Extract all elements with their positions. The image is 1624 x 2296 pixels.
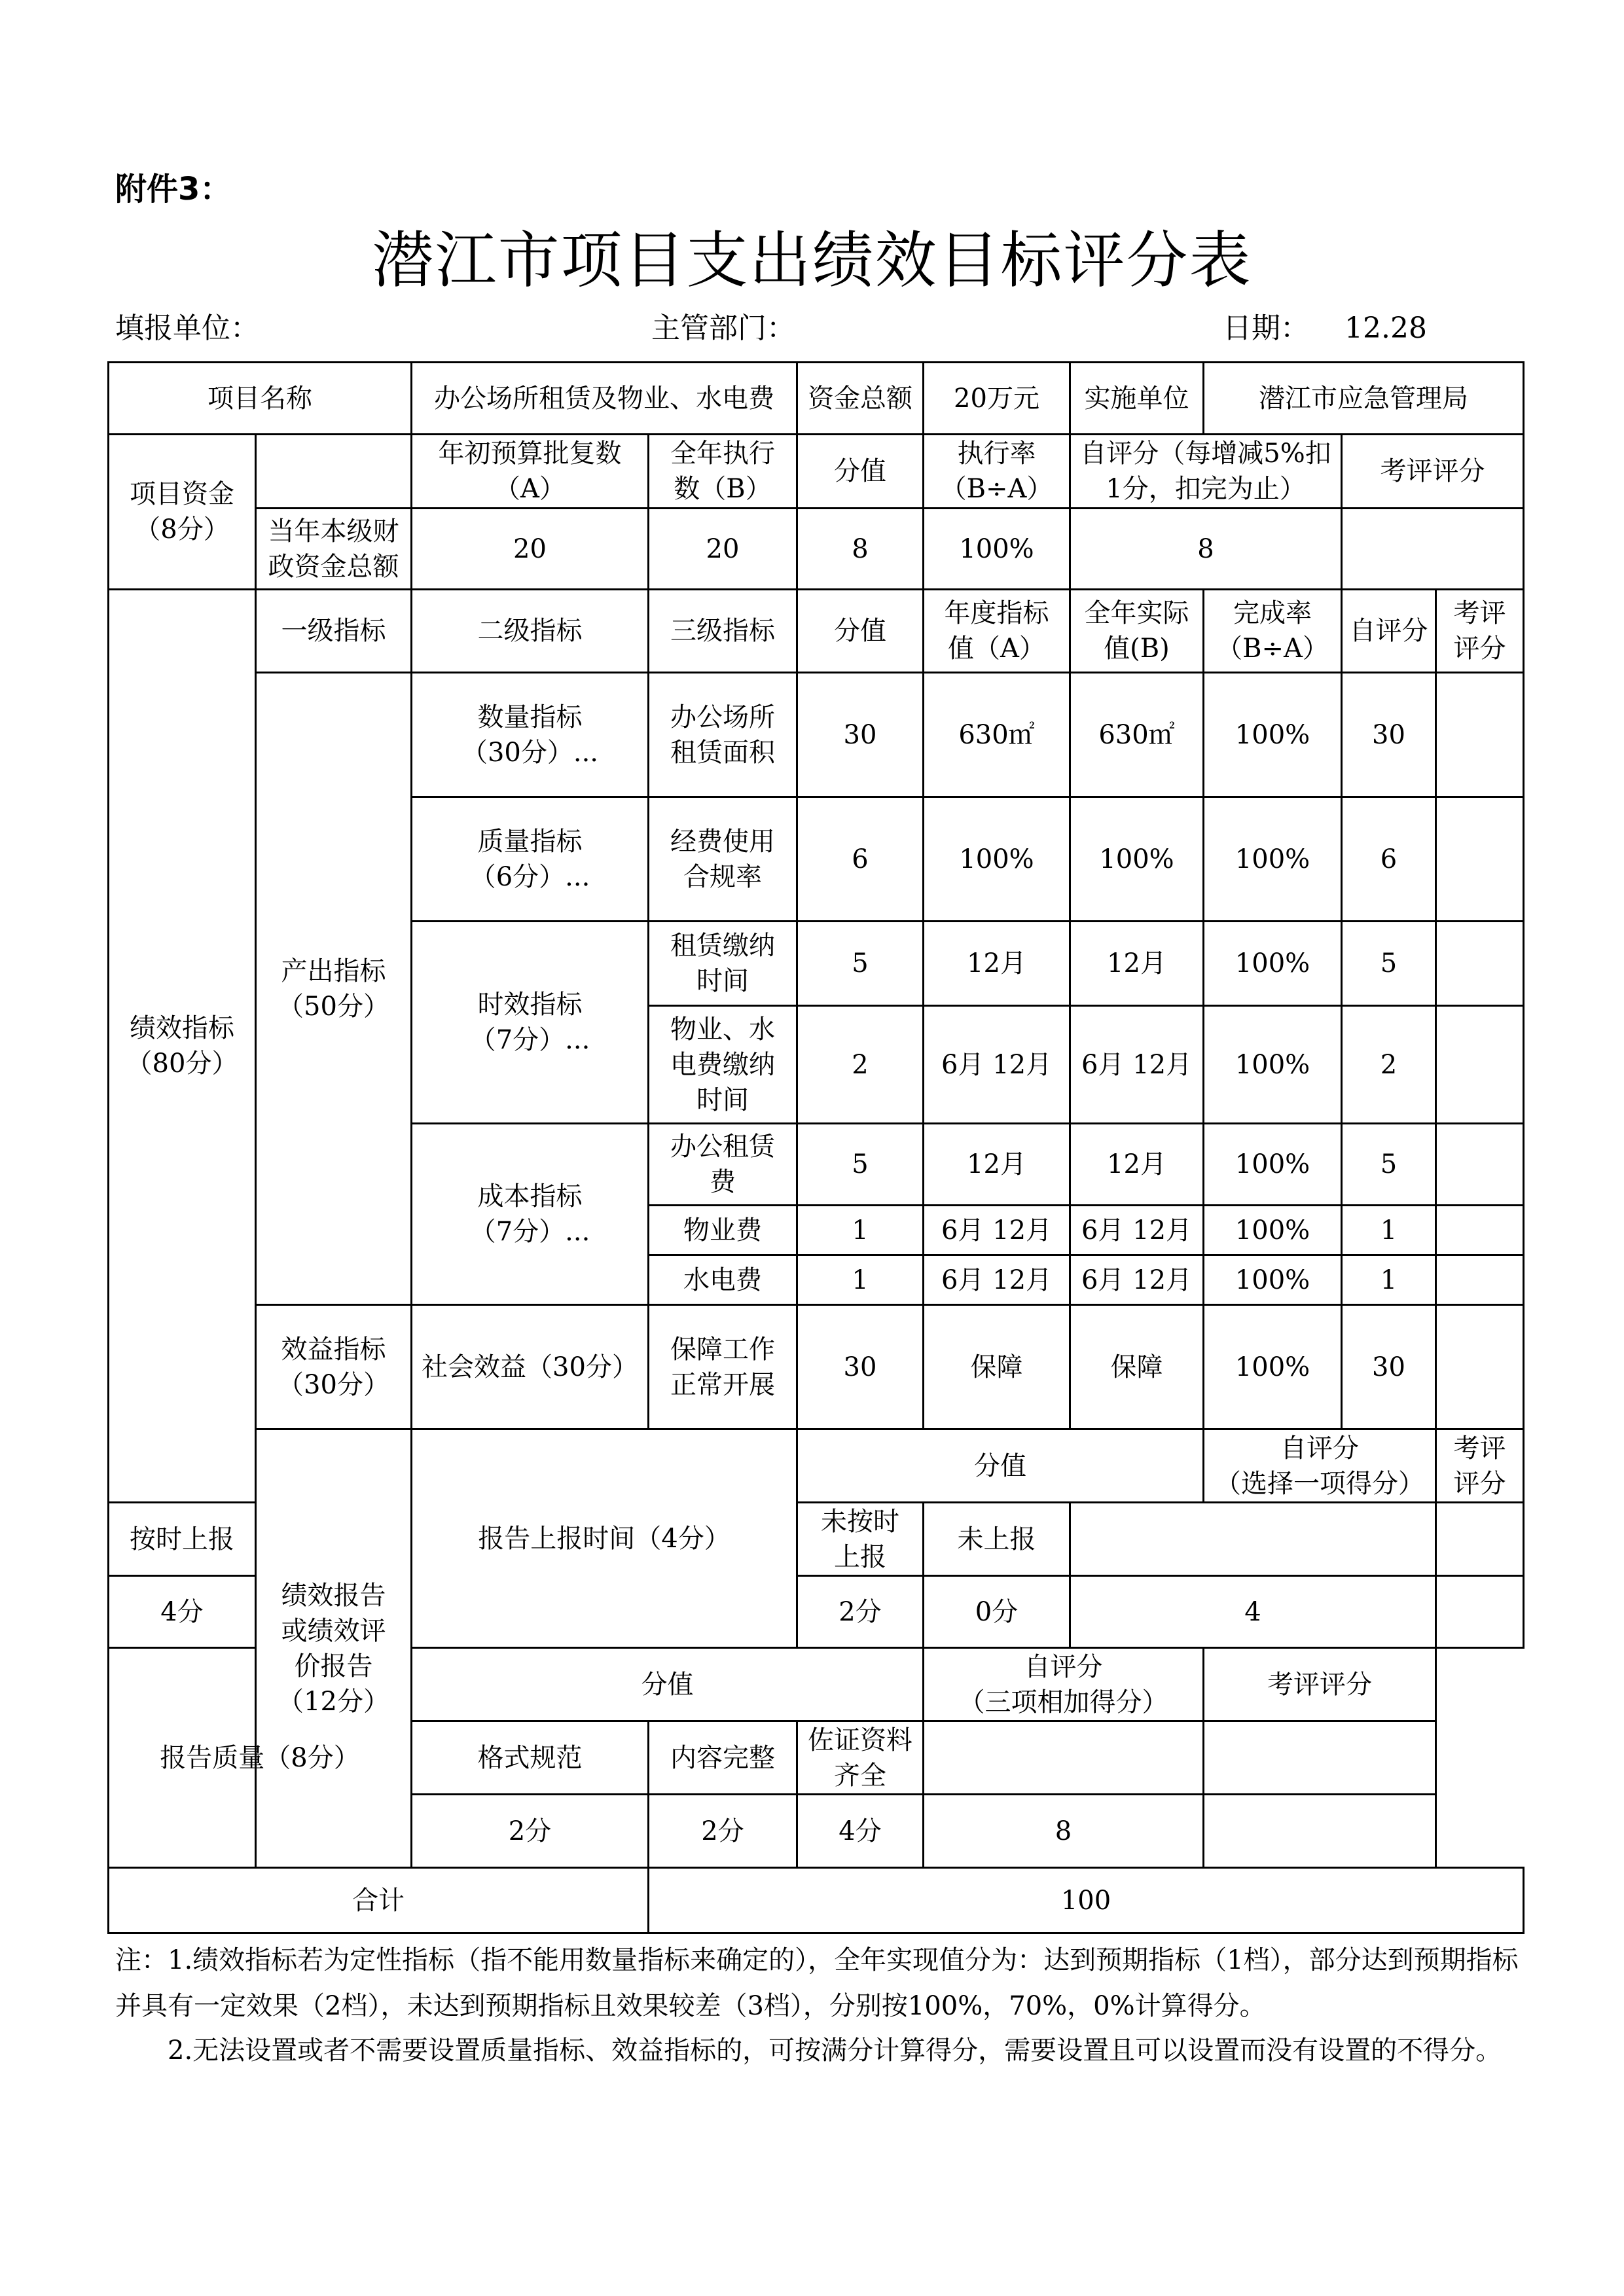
report-time-eval-header: 考评 评分	[1436, 1429, 1524, 1503]
report-time-eval-score	[1436, 1576, 1524, 1648]
report-quality-blank	[1204, 1721, 1436, 1795]
funds-eval-header: 考评评分	[1342, 435, 1524, 509]
target-cell: 6月 12月	[924, 1255, 1070, 1305]
self-score-cell: 30	[1342, 673, 1436, 797]
eval-score-cell	[1436, 922, 1524, 1006]
option-late: 未按时 上报	[797, 1503, 924, 1576]
perf-section-label: 绩效指标 （80分）	[109, 590, 256, 1503]
rate-cell: 100%	[1204, 797, 1342, 922]
funds-eval-value	[1342, 509, 1524, 590]
option-evidence: 佐证资料 齐全	[797, 1721, 924, 1795]
department-label: 主管部门：	[651, 312, 795, 345]
perf-target-header: 年度指标 值（A）	[924, 590, 1070, 673]
rate-cell: 100%	[1204, 922, 1342, 1006]
report-quality-eval-score	[1204, 1795, 1436, 1868]
target-cell: 6月 12月	[924, 1206, 1070, 1255]
rate-cell: 100%	[1204, 1255, 1342, 1305]
perf-l3-header: 三级指标	[649, 590, 797, 673]
perf-actual-header: 全年实际 值(B)	[1070, 590, 1204, 673]
rate-cell: 100%	[1204, 1206, 1342, 1255]
points-format: 2分	[412, 1795, 649, 1868]
self-score-cell: 30	[1342, 1305, 1436, 1429]
report-quality-score-header: 分值	[412, 1648, 924, 1721]
score-table	[107, 361, 1525, 1934]
l3-indicator: 租赁缴纳 时间	[649, 922, 797, 1006]
note-1: 注：1.绩效指标若为定性指标（指不能用数量指标来确定的），全年实现值分为：达到预期指标（1档），部分达到预期指标并具有一定效果（2档），未达到预期指标且效果较差（3档），分别按100%，70%，0%计算得分。	[115, 1945, 1519, 2021]
eval-score-cell	[1436, 1124, 1524, 1206]
points-ontime: 4分	[109, 1576, 256, 1648]
attachment-label: 附件3：	[115, 171, 232, 207]
funds-self-header: 自评分（每增减5%扣 1分，扣完为止）	[1070, 435, 1342, 509]
project-name-value: 办公场所租赁及物业、水电费	[412, 363, 797, 435]
funds-total-label: 资金总额	[797, 363, 924, 435]
score-cell: 6	[797, 797, 924, 922]
report-time-blank	[1436, 1503, 1524, 1576]
actual-cell: 6月 12月	[1070, 1206, 1204, 1255]
actual-cell: 12月	[1070, 922, 1204, 1006]
perf-rate-header: 完成率 （B÷A）	[1204, 590, 1342, 673]
report-quality-eval-header: 考评评分	[1204, 1648, 1436, 1721]
quantity-indicator-label: 数量指标 （30分）...	[412, 673, 649, 797]
target-cell: 6月 12月	[924, 1006, 1070, 1124]
report-quality-self-header: 自评分 （三项相加得分）	[924, 1648, 1204, 1721]
date-value: 12.28	[1344, 312, 1427, 345]
eval-score-cell	[1436, 673, 1524, 797]
impl-unit-value: 潜江市应急管理局	[1204, 363, 1524, 435]
l3-indicator: 水电费	[649, 1255, 797, 1305]
timeliness-indicator-label: 时效指标 （7分）...	[412, 922, 649, 1124]
eval-score-cell	[1436, 1006, 1524, 1124]
funds-exec-header: 全年执行 数（B）	[649, 435, 797, 509]
perf-eval-header: 考评 评分	[1436, 590, 1524, 673]
funds-header-row	[109, 435, 1524, 509]
cost-indicator-label: 成本指标 （7分）...	[412, 1124, 649, 1305]
points-none: 0分	[924, 1576, 1070, 1648]
funds-budget-header: 年初预算批复数 （A）	[412, 435, 649, 509]
eval-score-cell	[1436, 1255, 1524, 1305]
score-cell: 2	[797, 1006, 924, 1124]
rate-cell: 100%	[1204, 1006, 1342, 1124]
reporting-unit-label: 填报单位：	[115, 312, 259, 345]
impl-unit-label: 实施单位	[1070, 363, 1204, 435]
score-cell: 1	[797, 1255, 924, 1305]
score-cell: 1	[797, 1206, 924, 1255]
total-label: 合计	[109, 1868, 649, 1933]
funds-exec-value: 20	[649, 509, 797, 590]
page-title: 潜江市项目支出绩效目标评分表	[372, 225, 1252, 296]
funds-blank-cell	[256, 435, 412, 509]
option-content: 内容完整	[649, 1721, 797, 1795]
option-none: 未上报	[924, 1503, 1070, 1576]
total-row	[109, 1868, 1524, 1933]
eval-score-cell	[1436, 1206, 1524, 1255]
self-score-cell: 5	[1342, 922, 1436, 1006]
report-time-header-row	[109, 1429, 1524, 1503]
score-cell: 30	[797, 673, 924, 797]
report-quality-self-score: 8	[924, 1795, 1204, 1868]
report-time-self-header: 自评分 （选择一项得分）	[1204, 1429, 1436, 1503]
self-score-cell: 6	[1342, 797, 1436, 922]
target-cell: 630㎡	[924, 673, 1070, 797]
rate-cell: 100%	[1204, 673, 1342, 797]
actual-cell: 6月 12月	[1070, 1255, 1204, 1305]
points-content: 2分	[649, 1795, 797, 1868]
actual-cell: 630㎡	[1070, 673, 1204, 797]
self-score-cell: 1	[1342, 1255, 1436, 1305]
benefit-indicator-label: 效益指标 （30分）	[256, 1305, 412, 1429]
funds-score-header: 分值	[797, 435, 924, 509]
funds-section-label: 项目资金 （8分）	[109, 435, 256, 590]
funds-score-value: 8	[797, 509, 924, 590]
report-quality-blank	[924, 1721, 1204, 1795]
funds-rate-value: 100%	[924, 509, 1070, 590]
table-row	[109, 1305, 1524, 1429]
perf-self-header: 自评分	[1342, 590, 1436, 673]
score-cell: 30	[797, 1305, 924, 1429]
table-row	[109, 673, 1524, 797]
actual-cell: 6月 12月	[1070, 1006, 1204, 1124]
l3-indicator: 经费使用 合规率	[649, 797, 797, 922]
project-name-label: 项目名称	[109, 363, 412, 435]
report-time-label: 报告上报时间（4分）	[412, 1429, 797, 1648]
l3-indicator: 物业费	[649, 1206, 797, 1255]
perf-header-row	[109, 590, 1524, 673]
option-format: 格式规范	[412, 1721, 649, 1795]
report-quality-label: 报告质量（8分）	[109, 1648, 412, 1868]
l3-indicator: 办公租赁 费	[649, 1124, 797, 1206]
target-cell: 12月	[924, 922, 1070, 1006]
self-score-cell: 1	[1342, 1206, 1436, 1255]
funds-rate-header: 执行率 （B÷A）	[924, 435, 1070, 509]
l3-indicator: 物业、水 电费缴纳 时间	[649, 1006, 797, 1124]
option-ontime: 按时上报	[109, 1503, 256, 1576]
date-label: 日期：	[1223, 312, 1309, 345]
self-score-cell: 5	[1342, 1124, 1436, 1206]
funds-row-label: 当年本级财 政资金总额	[256, 509, 412, 590]
actual-cell: 12月	[1070, 1124, 1204, 1206]
output-indicator-label: 产出指标 （50分）	[256, 673, 412, 1305]
eval-score-cell	[1436, 1305, 1524, 1429]
date-field	[1223, 304, 1427, 346]
self-score-cell: 2	[1342, 1006, 1436, 1124]
social-benefit-label: 社会效益（30分）	[412, 1305, 649, 1429]
target-cell: 保障	[924, 1305, 1070, 1429]
quality-indicator-label: 质量指标 （6分）...	[412, 797, 649, 922]
rate-cell: 100%	[1204, 1305, 1342, 1429]
score-cell: 5	[797, 1124, 924, 1206]
points-evidence: 4分	[797, 1795, 924, 1868]
actual-cell: 保障	[1070, 1305, 1204, 1429]
funds-self-value: 8	[1070, 509, 1342, 590]
report-time-self-score: 4	[1070, 1576, 1436, 1648]
note-2: 2.无法设置或者不需要设置质量指标、效益指标的，可按满分计算得分，需要设置且可以设置而没有设置的不得分。	[168, 2036, 1502, 2066]
l3-indicator: 办公场所 租赁面积	[649, 673, 797, 797]
total-value: 100	[649, 1868, 1524, 1933]
perf-l1-header: 一级指标	[256, 590, 412, 673]
target-cell: 12月	[924, 1124, 1070, 1206]
rate-cell: 100%	[1204, 1124, 1342, 1206]
project-row	[109, 363, 1524, 435]
report-time-blank	[1070, 1503, 1436, 1576]
actual-cell: 100%	[1070, 797, 1204, 922]
target-cell: 100%	[924, 797, 1070, 922]
points-late: 2分	[797, 1576, 924, 1648]
perf-score-header: 分值	[797, 590, 924, 673]
report-time-score-header: 分值	[797, 1429, 1204, 1503]
report-section-label: 绩效报告 或绩效评 价报告 （12分）	[256, 1429, 412, 1868]
perf-l2-header: 二级指标	[412, 590, 649, 673]
l3-indicator: 保障工作 正常开展	[649, 1305, 797, 1429]
funds-budget-value: 20	[412, 509, 649, 590]
score-cell: 5	[797, 922, 924, 1006]
funds-value-row	[109, 509, 1524, 590]
funds-total-value: 20万元	[924, 363, 1070, 435]
eval-score-cell	[1436, 797, 1524, 922]
